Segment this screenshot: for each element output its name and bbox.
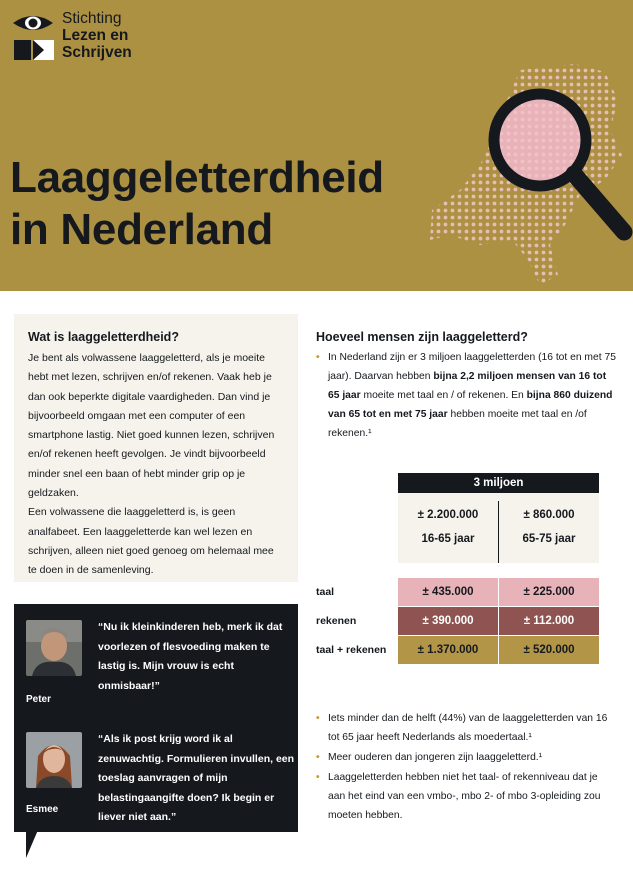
fact-text: Iets minder dan de helft (44%) van de laaggeletterden van 16 tot 65 jaar heeft Nederlands als moedertaal.¹ — [328, 713, 608, 743]
page-title-line-2: in Nederland — [10, 205, 273, 254]
definition-paragraph-2: Een volwassene die laaggeletterd is, is geen analfabeet. Een laaggeletterde kan wel lezen en schrijven, alleen niet goed genoeg om helemaal mee te doen in de samenleving. — [28, 506, 274, 577]
intro-text-c: moeite met taal en / of rekenen. En — [360, 390, 527, 401]
age-group-range: 16-65 jaar — [421, 533, 475, 545]
brand-line-3: Schrijven — [62, 44, 132, 61]
list-item — [316, 709, 616, 747]
intro-text-a: In Nederland zijn er 3 miljoen laaggeletterden (16 tot en met 75 jaar). Daarvan hebben — [328, 352, 616, 382]
age-group-column — [499, 493, 599, 563]
bullet-dot-icon: • — [316, 352, 320, 363]
intro-text-b: bijna 2,2 miljoen mensen van 16 tot 65 jaar — [328, 371, 607, 401]
list-item — [316, 748, 616, 767]
row-label-taal-rekenen: taal + rekenen — [316, 644, 387, 656]
table-row — [398, 578, 599, 606]
table-row — [398, 607, 599, 635]
row-label-taal: taal — [316, 586, 335, 598]
list-item — [316, 768, 616, 825]
intro-text-e: hebben moeite met taal en /of rekenen.¹ — [328, 409, 587, 439]
organization-logo[interactable] — [12, 10, 152, 70]
netherlands-map-magnifier-illustration — [400, 60, 633, 291]
table-cell: ± 520.000 — [499, 636, 599, 664]
table-cell: ± 112.000 — [499, 607, 599, 635]
definition-heading: Wat is laaggeletterdheid? — [28, 330, 179, 344]
fact-text: Laaggeletterden hebben niet het taal- of rekenniveau dat je aan het eind van een vmbo-, mbo 2- of mbo 3-opleiding zou moeten hebben. — [328, 772, 601, 821]
bullet-dot-icon: • — [316, 752, 320, 763]
age-group-range: 65-75 jaar — [522, 533, 576, 545]
age-group-count: ± 2.200.000 — [417, 509, 479, 521]
definition-box — [14, 314, 298, 582]
peter-portrait-image — [26, 620, 82, 676]
stats-intro-item — [316, 348, 616, 443]
fact-text: Meer ouderen dan jongeren zijn laaggeletterd.¹ — [328, 752, 543, 763]
eye-book-icon — [12, 10, 56, 62]
table-total-header: 3 miljoen — [398, 473, 599, 493]
age-group-count: ± 860.000 — [523, 509, 575, 521]
table-cell: ± 390.000 — [398, 607, 498, 635]
table-cell: ± 435.000 — [398, 578, 498, 606]
table-cell: ± 225.000 — [499, 578, 599, 606]
stats-intro-list — [316, 348, 616, 443]
peter-name: Peter — [26, 694, 52, 705]
age-group-column — [398, 493, 498, 563]
bullet-dot-icon: • — [316, 772, 320, 783]
table-cell: ± 1.370.000 — [398, 636, 498, 664]
intro-text-d: bijna 860 duizend van 65 tot en met 75 jaar — [328, 390, 613, 420]
esmee-name: Esmee — [26, 804, 59, 815]
header-banner — [0, 0, 633, 291]
brand-line-2: Lezen en — [62, 27, 129, 44]
brand-line-1: Stichting — [62, 10, 122, 27]
esmee-portrait-image — [26, 732, 82, 788]
quotes-box — [14, 604, 298, 832]
definition-paragraph-1: Je bent als volwassene laaggeletterd, als je moeite hebt met lezen, schrijven en/of rekenen. Vaak heb je dan ook beperkte digitale vaardigheden. Dan vind je bijvoorbeeld omgaan met een computer of een smartphone lastig. Niet goed kunnen lezen, schrijven en/of rekenen heeft gevolgen. Je vindt bijvoorbeeld minder snel een baan of hebt minder grip op je geldzaken. — [28, 352, 275, 500]
page-title — [10, 152, 384, 256]
esmee-quote: “Als ik post krijg word ik al zenuwachtig. Formulieren invullen, een toeslag aanvragen of mijn belastingaangifte doen? Ik begin er liever niet aan.” — [98, 733, 295, 823]
speech-bubble-tail — [26, 830, 38, 858]
row-label-rekenen: rekenen — [316, 615, 357, 627]
stats-facts-list — [316, 709, 616, 826]
peter-quote: “Nu ik kleinkinderen heb, merk ik dat voorlezen of flesvoeding maken te lastig is. Mijn vrouw is echt onmisbaar!” — [98, 621, 283, 692]
table-age-groups — [398, 493, 599, 563]
table-row — [398, 636, 599, 664]
bullet-dot-icon: • — [316, 713, 320, 724]
page-title-line-1: Laaggeletterdheid — [10, 153, 384, 202]
stats-heading: Hoeveel mensen zijn laaggeletterd? — [316, 330, 528, 344]
